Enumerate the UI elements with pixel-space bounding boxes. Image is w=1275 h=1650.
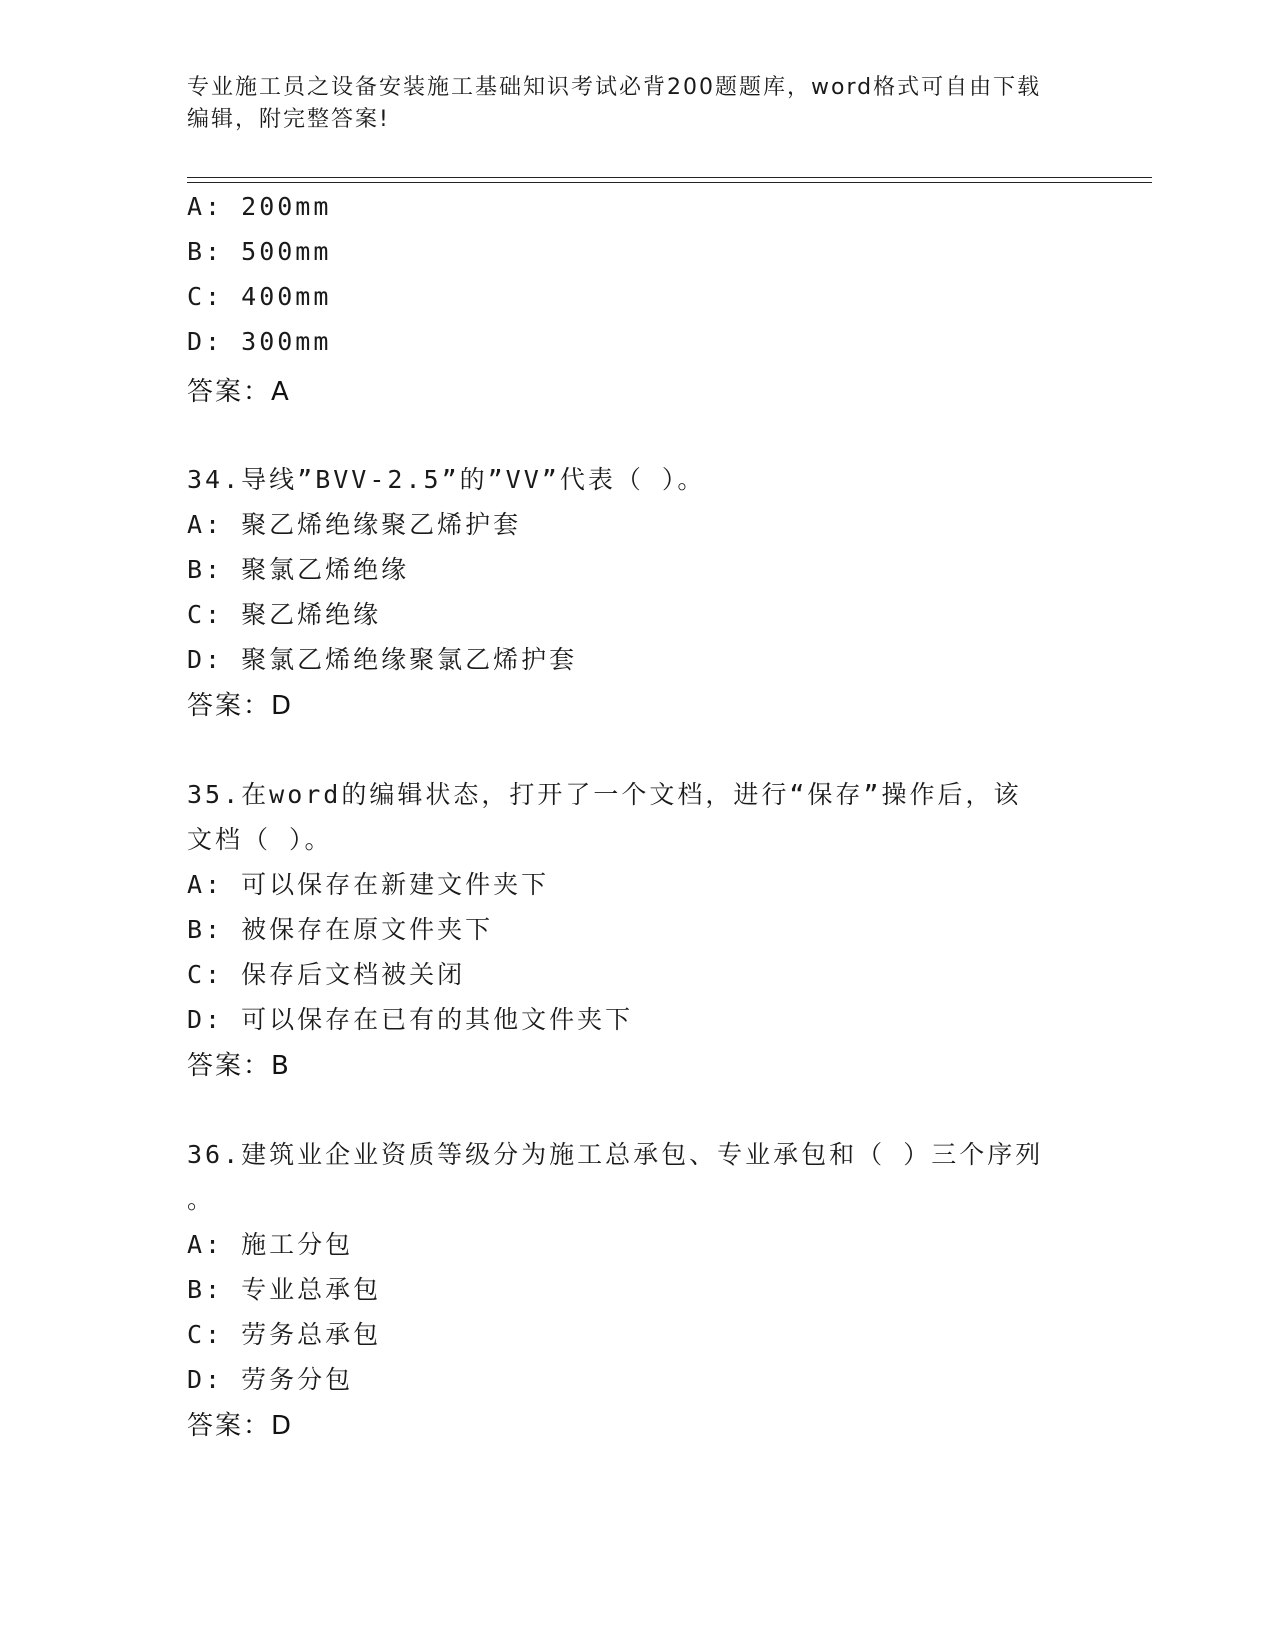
- header-divider-bottom: [187, 182, 1152, 183]
- q35-option-d: D: 可以保存在已有的其他文件夹下: [187, 1005, 634, 1034]
- header-title-line-1: 专业施工员之设备安装施工基础知识考试必背200题题库，word格式可自由下载: [187, 75, 1042, 100]
- q33-option-a: A: 200mm: [187, 192, 332, 221]
- document-header: [187, 72, 1067, 136]
- q35-question-line-1: 35.在word的编辑状态，打开了一个文档，进行“保存”操作后，该: [187, 780, 1022, 809]
- q36-question-line-1: 36.建筑业企业资质等级分为施工总承包、专业承包和（ ）三个序列: [187, 1140, 1044, 1169]
- header-divider-top: [187, 177, 1152, 178]
- q36-option-d: D: 劳务分包: [187, 1365, 354, 1394]
- q35-question-line-2: 文档（ ）。: [187, 825, 333, 854]
- q33-option-b: B: 500mm: [187, 237, 332, 266]
- q33-option-d: D: 300mm: [187, 327, 332, 356]
- q34-option-a: A: 聚乙烯绝缘聚乙烯护套: [187, 510, 522, 539]
- header-title-line-2: 编辑，附完整答案!: [187, 107, 390, 132]
- q35-option-c: C: 保存后文档被关闭: [187, 960, 466, 989]
- q36-option-c: C: 劳务总承包: [187, 1320, 382, 1349]
- q35-option-a: A: 可以保存在新建文件夹下: [187, 870, 550, 899]
- q36-answer: 答案：D: [187, 1411, 294, 1441]
- q36-question-line-2: 。: [187, 1185, 216, 1214]
- q35-option-b: B: 被保存在原文件夹下: [187, 915, 494, 944]
- q33-option-c: C: 400mm: [187, 282, 332, 311]
- q36-option-b: B: 专业总承包: [187, 1275, 382, 1304]
- q35-answer: 答案：B: [187, 1051, 291, 1081]
- q34-option-b: B: 聚氯乙烯绝缘: [187, 555, 410, 584]
- q34-answer: 答案：D: [187, 691, 294, 721]
- q34-option-c: C: 聚乙烯绝缘: [187, 600, 382, 629]
- q34-option-d: D: 聚氯乙烯绝缘聚氯乙烯护套: [187, 645, 578, 674]
- q34-question: 34.导线”BVV-2.5”的”VV”代表（ ）。: [187, 465, 706, 494]
- q36-option-a: A: 施工分包: [187, 1230, 354, 1259]
- q33-answer: 答案：A: [187, 377, 291, 407]
